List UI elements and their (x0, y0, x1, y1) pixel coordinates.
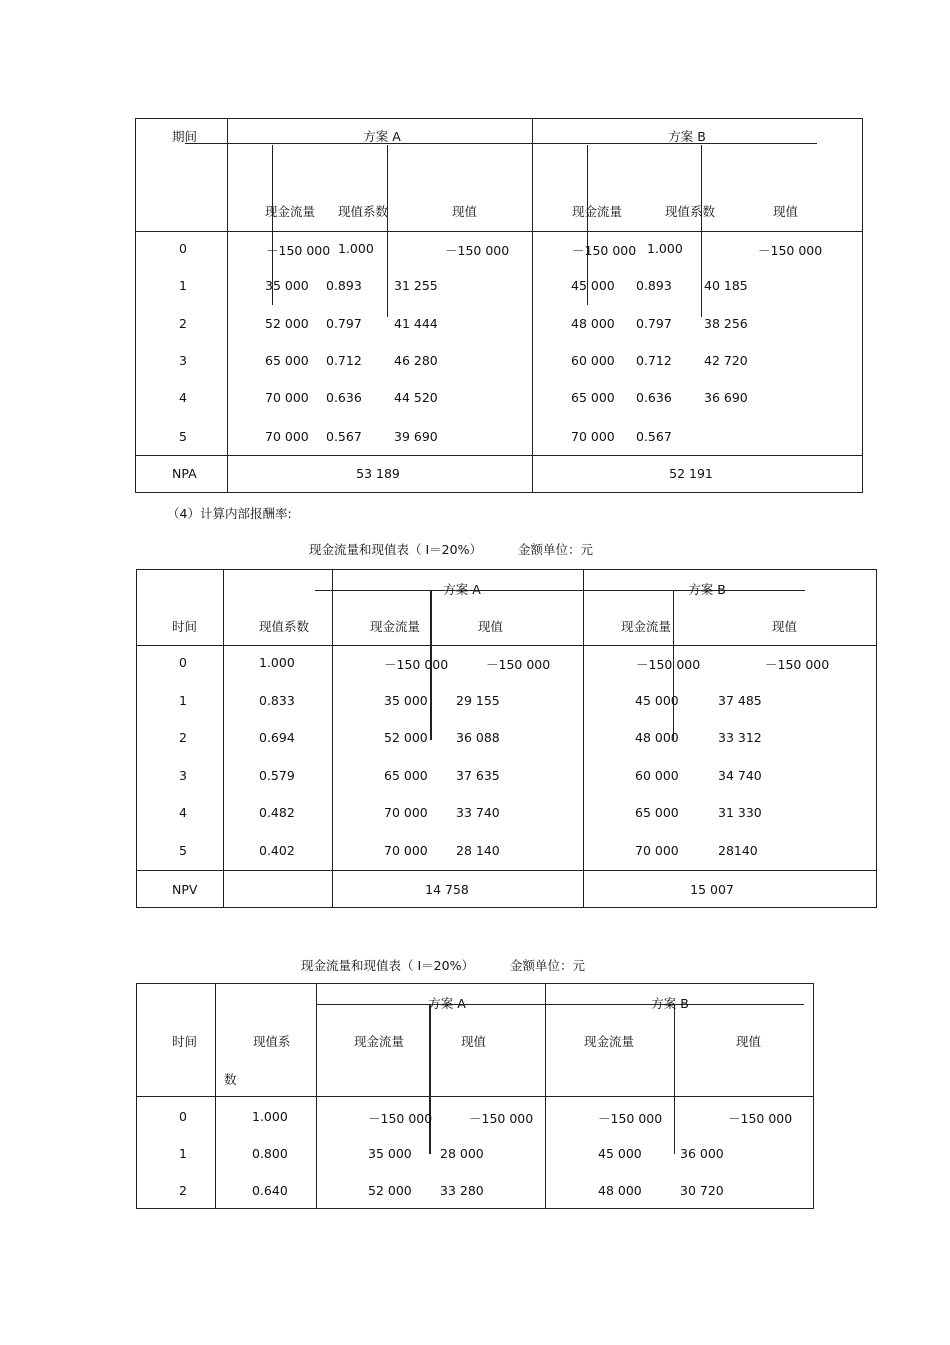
plan-a-pv-cell: －150 000 (445, 243, 510, 258)
col-divider (545, 983, 546, 1209)
col-divider (532, 118, 533, 493)
plan-b-header: 方案 B (668, 129, 706, 144)
col-pv-header: 现值 (772, 619, 798, 634)
plan-b-pv-cell: －150 000 (728, 1111, 793, 1126)
plan-a-header: 方案 A (443, 582, 481, 597)
plan-a-factor-cell: 0.712 (326, 353, 362, 368)
stray-rule (429, 1004, 431, 1154)
plan-b-pv-cell: 31 330 (718, 805, 762, 820)
factor-cell: 0.694 (259, 730, 295, 745)
plan-a-pv-cell: 28 140 (456, 843, 500, 858)
plan-b-pv-cell: 36 000 (680, 1146, 724, 1161)
plan-a-pv-cell: 36 088 (456, 730, 500, 745)
col-divider (215, 983, 216, 1209)
total-rule (135, 455, 863, 456)
total-a: 53 189 (356, 466, 400, 481)
plan-a-cash-cell: 70 000 (384, 805, 428, 820)
col-cash-header: 现金流量 (354, 1034, 405, 1049)
time-cell: 3 (179, 768, 187, 783)
plan-a-cash-cell: 70 000 (384, 843, 428, 858)
factor-cell: 1.000 (259, 655, 295, 670)
plan-a-cash-cell: 35 000 (368, 1146, 412, 1161)
plan-b-pv-cell: 42 720 (704, 353, 748, 368)
table-border (135, 118, 863, 493)
plan-a-cash-cell: 52 000 (265, 316, 309, 331)
plan-a-cash-cell: －150 000 (384, 657, 449, 672)
plan-b-factor-cell: 1.000 (647, 241, 683, 256)
plan-b-pv-cell: 34 740 (718, 768, 762, 783)
col-divider (227, 118, 228, 493)
plan-b-cash-cell: 60 000 (571, 353, 615, 368)
plan-b-cash-cell: 65 000 (635, 805, 679, 820)
plan-a-factor-cell: 1.000 (338, 241, 374, 256)
plan-b-factor-cell: 0.797 (636, 316, 672, 331)
plan-a-pv-cell: 37 635 (456, 768, 500, 783)
period-cell: 1 (179, 278, 187, 293)
plan-a-cash-cell: 65 000 (384, 768, 428, 783)
plan-a-cash-cell: 35 000 (384, 693, 428, 708)
plan-b-pv-cell: －150 000 (765, 657, 830, 672)
plan-a-factor-cell: 0.797 (326, 316, 362, 331)
col-divider (223, 569, 224, 908)
factor-cell: 0.833 (259, 693, 295, 708)
plan-b-cash-cell: －150 000 (598, 1111, 663, 1126)
plan-b-factor-cell: 0.893 (636, 278, 672, 293)
time-cell: 1 (179, 693, 187, 708)
total-rule (136, 870, 877, 871)
col-cash-header: 现金流量 (584, 1034, 635, 1049)
time-cell: 4 (179, 805, 187, 820)
plan-b-cash-cell: 45 000 (571, 278, 615, 293)
col-pv-header: 现值 (773, 204, 799, 219)
factor-cell: 0.482 (259, 805, 295, 820)
col-pv-header: 现值 (478, 619, 504, 634)
header-rule (316, 1004, 804, 1005)
plan-b-cash-cell: 70 000 (635, 843, 679, 858)
plan-a-header: 方案 A (363, 129, 401, 144)
plan-a-pv-cell: 44 520 (394, 390, 438, 405)
time-cell: 5 (179, 843, 187, 858)
plan-a-factor-cell: 0.636 (326, 390, 362, 405)
plan-b-cash-cell: 45 000 (598, 1146, 642, 1161)
col-pv-header: 现值 (452, 204, 478, 219)
plan-b-cash-cell: 48 000 (598, 1183, 642, 1198)
col-divider (332, 569, 333, 908)
plan-a-cash-cell: 52 000 (368, 1183, 412, 1198)
total-b: 15 007 (690, 882, 734, 897)
factor-header-wrap: 数 (224, 1072, 237, 1087)
plan-a-pv-cell: 46 280 (394, 353, 438, 368)
plan-a-cash-cell: 70 000 (265, 390, 309, 405)
factor-cell: 0.402 (259, 843, 295, 858)
stray-rule (701, 145, 702, 317)
period-cell: 5 (179, 429, 187, 444)
factor-header: 现值系数 (259, 619, 310, 634)
plan-b-cash-cell: 60 000 (635, 768, 679, 783)
plan-b-cash-cell: 48 000 (635, 730, 679, 745)
header-bottom-rule (135, 231, 863, 232)
plan-b-pv-cell: 30 720 (680, 1183, 724, 1198)
plan-b-factor-cell: 0.712 (636, 353, 672, 368)
amount-unit: 金额单位：元 (518, 542, 594, 557)
stray-rule (387, 145, 388, 317)
col-pv-header: 现值 (736, 1034, 762, 1049)
plan-a-pv-cell: 39 690 (394, 429, 438, 444)
plan-a-cash-cell: －150 000 (266, 243, 331, 258)
plan-b-pv-cell: 38 256 (704, 316, 748, 331)
table-caption: 现金流量和现值表（ I＝20%） (309, 542, 482, 557)
col-pv-header: 现值 (461, 1034, 487, 1049)
amount-unit: 金额单位：元 (510, 958, 586, 973)
plan-b-pv-cell: 37 485 (718, 693, 762, 708)
period-cell: 2 (179, 316, 187, 331)
plan-a-cash-cell: －150 000 (368, 1111, 433, 1126)
header-bottom-rule (136, 645, 877, 646)
total-b: 52 191 (669, 466, 713, 481)
time-cell: 2 (179, 730, 187, 745)
col-factor-header: 现值系数 (338, 204, 389, 219)
plan-b-header: 方案 B (688, 582, 726, 597)
period-cell: 3 (179, 353, 187, 368)
header-bottom-rule (136, 1096, 814, 1097)
plan-a-pv-cell: 33 280 (440, 1183, 484, 1198)
plan-b-pv-cell: 28140 (718, 843, 758, 858)
plan-a-pv-cell: 41 444 (394, 316, 438, 331)
plan-b-factor-cell: 0.567 (636, 429, 672, 444)
time-cell: 2 (179, 1183, 187, 1198)
plan-a-header: 方案 A (428, 996, 466, 1011)
plan-a-cash-cell: 65 000 (265, 353, 309, 368)
plan-b-cash-cell: －150 000 (572, 243, 637, 258)
factor-header: 现值系 (253, 1034, 291, 1049)
plan-a-cash-cell: 52 000 (384, 730, 428, 745)
section-heading: （4）计算内部报酬率: (167, 506, 292, 521)
plan-b-pv-cell: 33 312 (718, 730, 762, 745)
plan-b-pv-cell: －150 000 (758, 243, 823, 258)
col-factor-header: 现值系数 (665, 204, 716, 219)
total-a: 14 758 (425, 882, 469, 897)
plan-b-factor-cell: 0.636 (636, 390, 672, 405)
time-cell: 0 (179, 655, 187, 670)
plan-a-pv-cell: －150 000 (486, 657, 551, 672)
plan-b-cash-cell: 70 000 (571, 429, 615, 444)
table-caption: 现金流量和现值表（ I＝20%） (301, 958, 474, 973)
plan-b-pv-cell: 36 690 (704, 390, 748, 405)
col-divider (583, 569, 584, 908)
plan-a-pv-cell: －150 000 (469, 1111, 534, 1126)
plan-a-cash-cell: 70 000 (265, 429, 309, 444)
plan-a-cash-cell: 35 000 (265, 278, 309, 293)
factor-cell: 1.000 (252, 1109, 288, 1124)
col-cash-header: 现金流量 (572, 204, 623, 219)
period-header: 期间 (172, 129, 198, 144)
plan-b-cash-cell: －150 000 (636, 657, 701, 672)
plan-a-pv-cell: 29 155 (456, 693, 500, 708)
time-header: 时间 (172, 1034, 198, 1049)
plan-a-pv-cell: 28 000 (440, 1146, 484, 1161)
col-cash-header: 现金流量 (265, 204, 316, 219)
plan-b-cash-cell: 45 000 (635, 693, 679, 708)
col-cash-header: 现金流量 (370, 619, 421, 634)
plan-b-pv-cell: 40 185 (704, 278, 748, 293)
time-cell: 1 (179, 1146, 187, 1161)
plan-a-pv-cell: 31 255 (394, 278, 438, 293)
plan-a-factor-cell: 0.893 (326, 278, 362, 293)
period-cell: 4 (179, 390, 187, 405)
table-border (136, 569, 877, 908)
factor-cell: 0.640 (252, 1183, 288, 1198)
plan-a-pv-cell: 33 740 (456, 805, 500, 820)
plan-b-cash-cell: 48 000 (571, 316, 615, 331)
plan-b-header: 方案 B (651, 996, 689, 1011)
plan-a-factor-cell: 0.567 (326, 429, 362, 444)
stray-rule (674, 1004, 675, 1154)
col-divider (316, 983, 317, 1209)
col-cash-header: 现金流量 (621, 619, 672, 634)
time-header: 时间 (172, 619, 198, 634)
time-cell: 0 (179, 1109, 187, 1124)
factor-cell: 0.579 (259, 768, 295, 783)
total-label: NPV (172, 882, 198, 897)
factor-cell: 0.800 (252, 1146, 288, 1161)
plan-b-cash-cell: 65 000 (571, 390, 615, 405)
total-label: NPA (172, 466, 197, 481)
period-cell: 0 (179, 241, 187, 256)
